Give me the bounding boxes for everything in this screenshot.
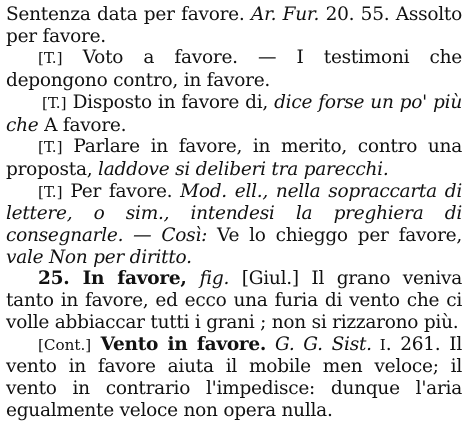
sense-number: 25. [38,268,70,290]
entry-25-in-favore [6,268,462,333]
entry-disposto [6,92,462,136]
entry-gloss: laddove si deliberi tra parecchi. [98,158,389,180]
entry-text: Ve lo chieggo per favore, [207,225,462,247]
sense-label: fig. [199,268,230,290]
entry-text: Disposto in favore di, [66,91,275,113]
entry-text: Per favore. [62,180,181,202]
entry-parlare [6,136,462,180]
entry-text: A favore. [38,114,127,136]
source-tag: [Cont.] [38,335,92,354]
sense-headword: Vento in favore. [91,333,267,355]
source-tag: [T.] [42,93,67,112]
sense-headword: In favore, [69,268,200,290]
entry-gloss: vale Non per diritto. [6,246,192,268]
entry-text: 20. 55. Assolto per favore. [6,4,463,47]
entry-text: [Giul.] Il grano veniva tanto in favore, ed ecco una furia di vento che ci volle abbiaccar tutti i grani ; non si rizzarono più. [6,268,462,333]
source-tag: [T.] [38,138,63,157]
entry-text: . 261. Il vento in favore aiuta il mobile men veloce; il vento in contrario l'impedisce: dunque l'aria egualmente veloce non opera nulla. [6,333,462,421]
source-volume: I [371,335,386,354]
entry-text: Parlare in favore, in merito, contro una proposta, [6,136,462,180]
entry-gloss: Mod. ell., nella sopraccarta di lettere, o sim., intendesi la preghiera di consegnarle. — Così: [6,180,462,247]
source-tag: [T.] [38,49,63,68]
entry-gloss: dice forse un po' più che [6,91,462,136]
source-tag: [T.] [38,182,63,201]
source-citation: G. G. Sist. [266,333,372,355]
entry-text: Sentenza data per favore. [6,4,251,25]
entry-per-favore [6,181,462,269]
entry-voto [6,47,462,91]
source-citation: Ar. Fur. [250,4,320,25]
entry-sentenza [6,4,462,47]
entry-text: Voto a favore. — I testimoni che depongono contro, in favore. [6,47,462,92]
